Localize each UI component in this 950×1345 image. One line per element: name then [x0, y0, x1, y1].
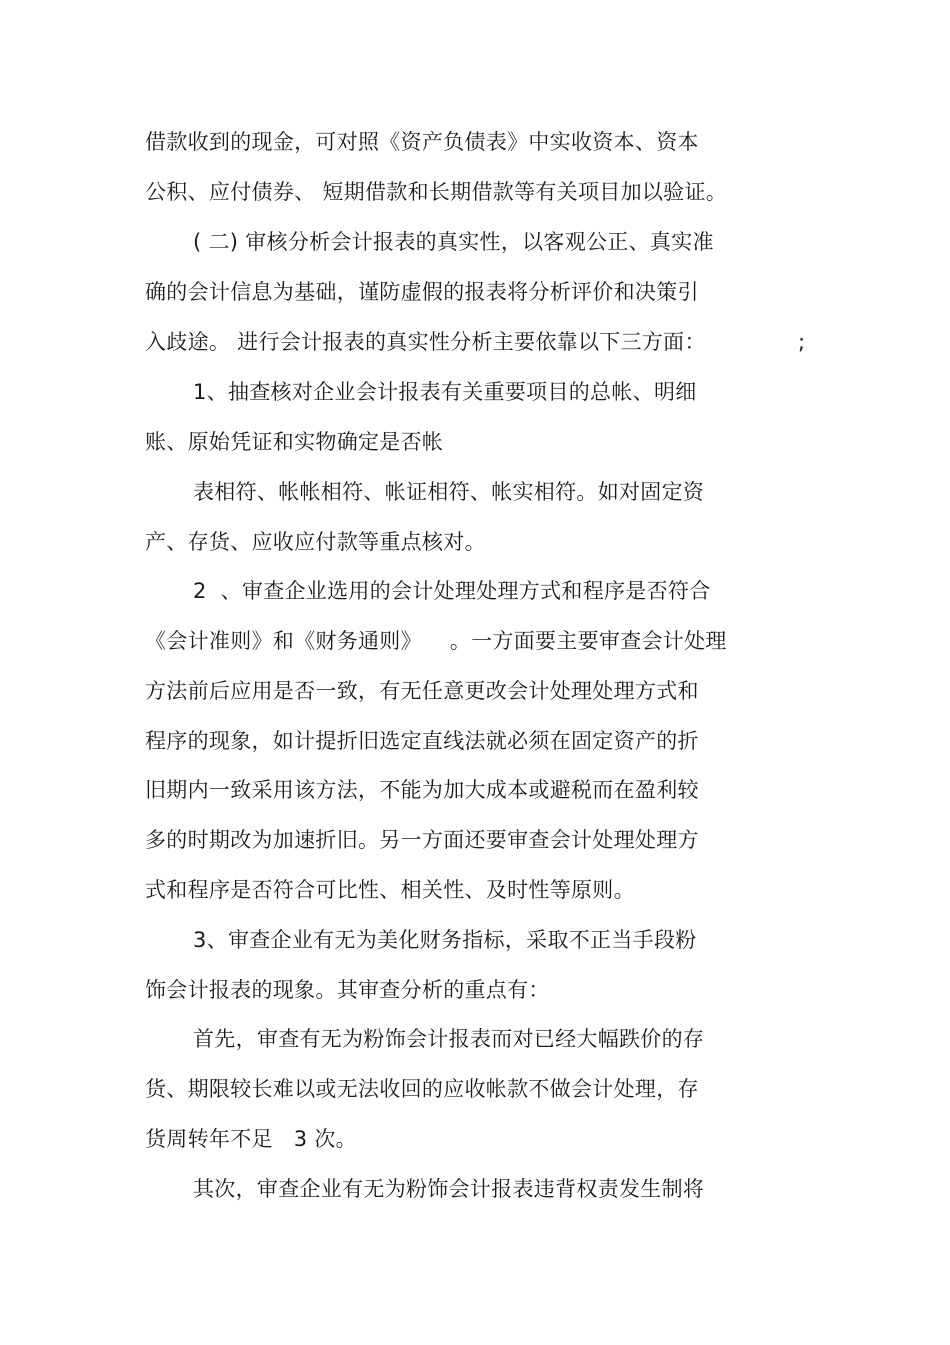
text-line: 1、抽查核对企业会计报表有关重要项目的总帐、明细: [193, 380, 697, 404]
text-line: 货周转年不足 3 次。: [145, 1127, 357, 1151]
text-line: 式和程序是否符合可比性、相关性、及时性等原则。: [145, 878, 635, 902]
text-line: ( 二) 审核分析会计报表的真实性，以客观公正、真实准: [193, 230, 714, 254]
text-line: 账、原始凭证和实物确定是否帐: [145, 430, 444, 454]
text-line: 货、期限较长难以或无法收回的应收帐款不做会计处理，存: [145, 1077, 699, 1101]
text-line: 方法前后应用是否一致，有无任意更改会计处理处理方式和: [145, 679, 699, 703]
text-line: 产、存货、应收应付款等重点核对。: [145, 530, 486, 554]
text-line: 首先，审查有无为粉饰会计报表而对已经大幅跌价的存: [193, 1027, 705, 1051]
text-line: 多的时期改为加速折旧。另一方面还要审查会计处理处理方: [145, 828, 699, 852]
text-line: 公积、应付债券、 短期借款和长期借款等有关项目加以验证。: [145, 180, 728, 204]
text-line: 2 、审查企业选用的会计处理处理方式和程序是否符合: [193, 579, 711, 603]
text-line: 其次，审查企业有无为粉饰会计报表违背权责发生制将: [193, 1177, 705, 1201]
text-line: 确的会计信息为基础，谨防虚假的报表将分析评价和决策引: [145, 280, 699, 304]
text-line: 程序的现象，如计提折旧选定直线法就必须在固定资产的折: [145, 729, 699, 753]
text-line: 借款收到的现金，可对照《资产负债表》中实收资本、资本: [145, 130, 699, 154]
text-line: 饰会计报表的现象。其审查分析的重点有：: [145, 978, 550, 1002]
text-line: 《会计准则》和《财务通则》 。一方面要主要审查会计处理: [145, 629, 727, 653]
text-line: 3、审查企业有无为美化财务指标，采取不正当手段粉: [193, 928, 697, 952]
text-line: 表相符、帐帐相符、帐证相符、帐实相符。如对固定资: [193, 480, 705, 504]
text-line: 旧期内一致采用该方法，不能为加大成本或避税而在盈利较: [145, 778, 699, 802]
text-line: 入歧途。 进行会计报表的真实性分析主要依靠以下三方面：: [145, 330, 706, 354]
semicolon-mark: ;: [798, 330, 806, 354]
